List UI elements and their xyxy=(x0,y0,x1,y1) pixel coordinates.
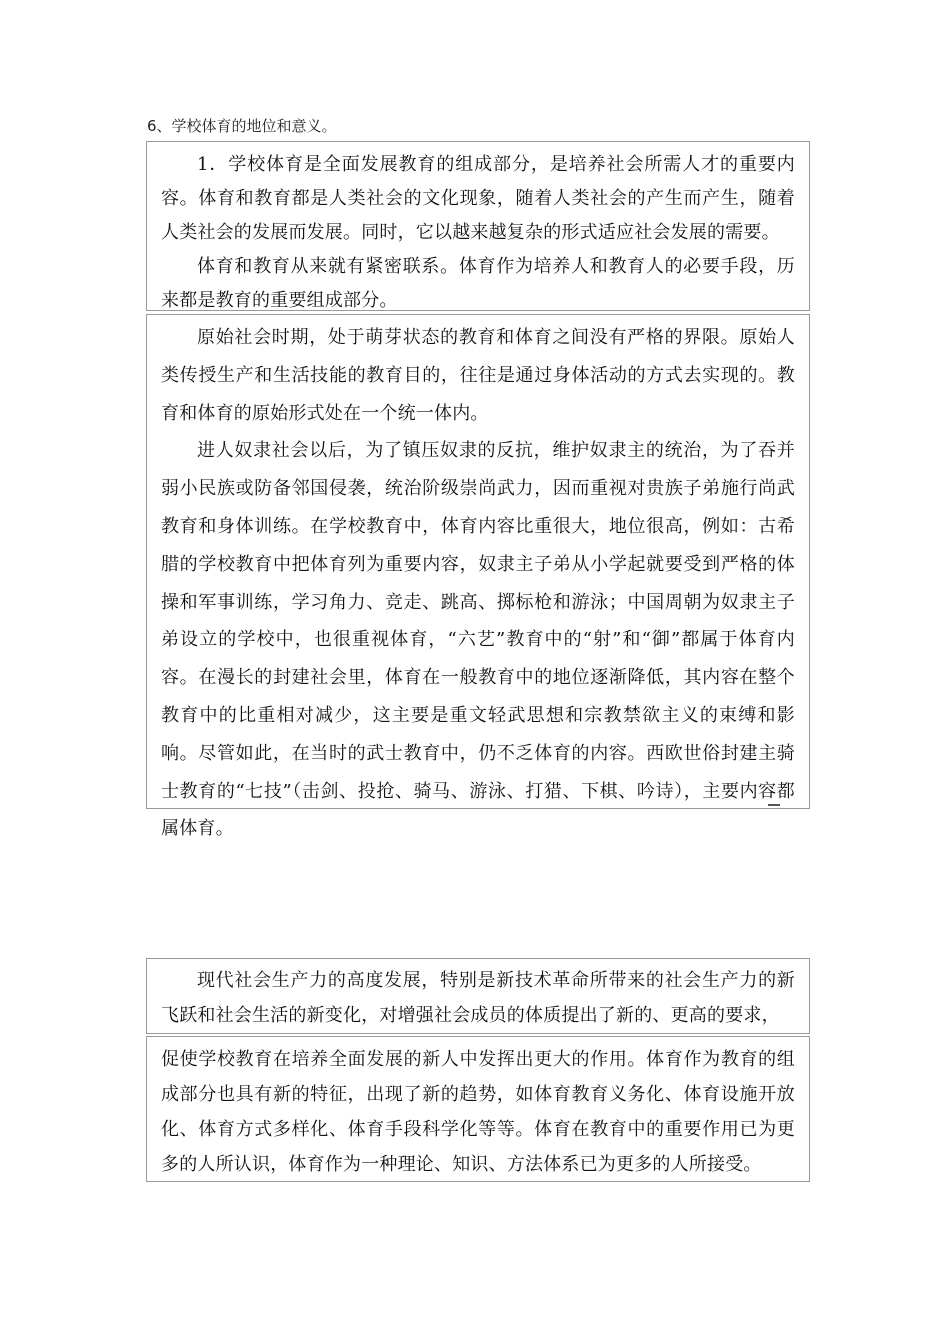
text-block-modern-continued xyxy=(146,1036,810,1182)
text-block-history xyxy=(146,314,810,840)
text-block-school-pe-component xyxy=(146,141,810,311)
paragraph: 1．学校体育是全面发展教育的组成部分，是培养社会所需人才的重要内容。体育和教育都是人类社会的文化现象，随着人类社会的产生而产生，随着人类社会的发展而发展。同时，它以越来越复杂的形式适应社会发展的需要。 xyxy=(161,154,795,243)
paragraph: 体育和教育从来就有紧密联系。体育作为培养人和教育人的必要手段，历来都是教育的重要组成部分。 xyxy=(161,256,795,311)
paragraph: 原始社会时期，处于萌芽状态的教育和体育之间没有严格的界限。原始人类传授生产和生活技能的教育目的，往往是通过身体活动的方式去实现的。教育和体育的原始形式处在一个统一体内。 xyxy=(161,327,795,424)
paragraph: 进人奴隶社会以后，为了镇压奴隶的反抗，维护奴隶主的统治，为了吞并弱小民族或防备邻国侵袭，统治阶级崇尚武力，因而重视对贵族子弟施行尚武教育和身体训练。在学校教育中，体育内容比重很大，地位很高，例如：古希腊的学校教育中把体育列为重要内容，奴隶主子弟从小学起就要受到严格的体操和军事训练，学习角力、竞走、跳高、掷标枪和游泳；中国周朝为奴隶主子弟设立的学校中，也很重视体育，“六艺”教育中的“射”和“御”都属于体育内容。在漫长的封建社会里，体育在一般教育中的地位逐渐降低，其内容在整个教育中的比重相对减少，这主要是重文轻武思想和宗教禁欲主义的束缚和影响。尽管如此，在当时的武士教育中，仍不乏体育的内容。西欧世俗封建主骑士教育的“七技”（击剑、投抢、骑马、游泳、打猎、下棋、吟诗），主要内容都属体育。 xyxy=(161,440,795,840)
text-block-modern-society xyxy=(146,958,810,1034)
paragraph: 促使学校教育在培养全面发展的新人中发挥出更大的作用。体育作为教育的组成部分也具有新的特征，出现了新的趋势，如体育教育义务化、体育设施开放化、体育方式多样化、体育手段科学化等等。体育在教育中的重要作用已为更多的人所认识，体育作为一种理论、知识、方法体系已为更多的人所接受。 xyxy=(161,1049,795,1175)
paragraph: 现代社会生产力的高度发展，特别是新技术革命所带来的社会生产力的新飞跃和社会生活的新变化，对增强社会成员的体质提出了新的、更高的要求， xyxy=(161,970,795,1026)
section-heading: 6、学校体育的地位和意义。 xyxy=(147,117,337,135)
scan-mark xyxy=(768,804,780,806)
